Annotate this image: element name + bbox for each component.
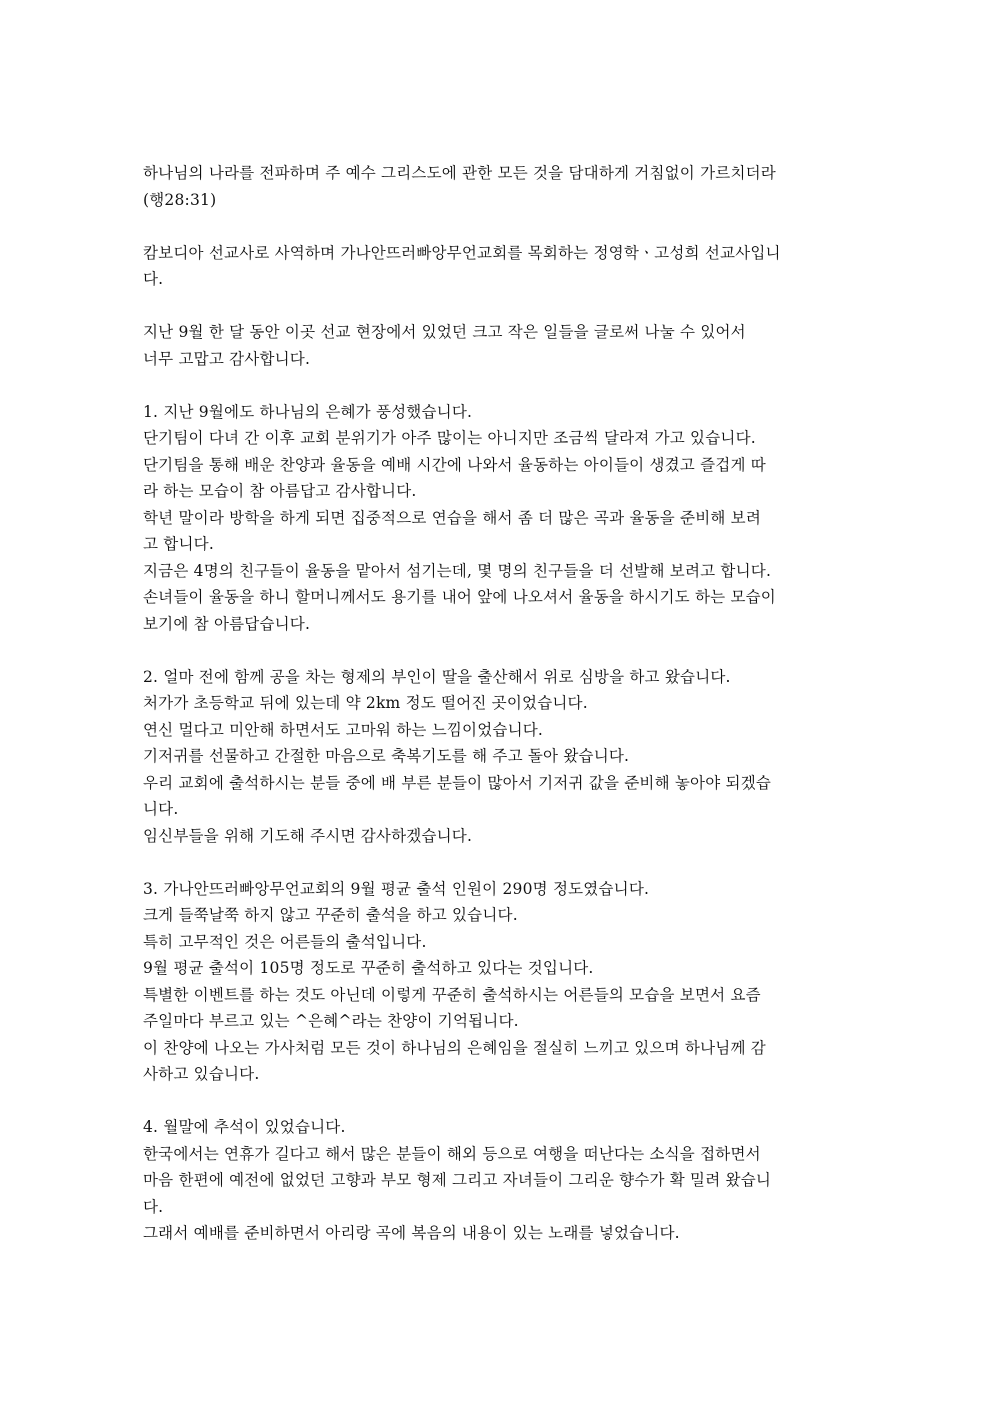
paragraph-greeting — [143, 319, 851, 372]
paragraph-scripture — [143, 160, 851, 213]
section-heading: 2. 얼마 전에 함께 공을 차는 형제의 부인이 딸을 출산해서 위로 심방을 하고 왔습니다. — [143, 667, 731, 686]
text-line: 지금은 4명의 친구들이 율동을 맡아서 섬기는데, 몇 명의 친구들을 더 선발해 보려고 합니다. — [143, 561, 772, 580]
text-line: 하나님의 나라를 전파하며 주 예수 그리스도에 관한 모든 것을 담대하게 거침없이 가르치더라 — [143, 164, 776, 182]
text-line: 다. — [143, 270, 164, 288]
text-line: 마음 한편에 예전에 없었던 고향과 부모 형제 그리고 자녀들이 그리운 향수가 확 밀려 왔습니 — [143, 1171, 772, 1189]
paragraph-section-3 — [143, 876, 851, 1088]
text-line: 학년 말이라 방학을 하게 되면 집중적으로 연습을 해서 좀 더 많은 곡과 율동을 준비해 보려 — [143, 508, 762, 527]
text-line: (행28:31) — [143, 190, 217, 209]
text-line: 보기에 참 아름답습니다. — [143, 614, 311, 633]
section-heading: 3. 가나안뜨러빠앙무언교회의 9월 평균 출석 인원이 290명 정도였습니다. — [143, 879, 650, 898]
document-body — [143, 160, 851, 1273]
text-line: 연신 멀다고 미안해 하면서도 고마워 하는 느낌이었습니다. — [143, 720, 544, 739]
paragraph-section-4 — [143, 1114, 851, 1247]
text-line: 특별한 이벤트를 하는 것도 아닌데 이렇게 꾸준히 출석하시는 어른들의 모습을 보면서 요즘 — [143, 985, 761, 1004]
text-line: 손녀들이 율동을 하니 할머니께서도 용기를 내어 앞에 나오셔서 율동을 하시기도 하는 모습이 — [143, 588, 776, 606]
text-line: 라 하는 모습이 참 아름답고 감사합니다. — [143, 482, 417, 500]
text-line: 이 찬양에 나오는 가사처럼 모든 것이 하나님의 은혜임을 절실히 느끼고 있으며 하나님께 감 — [143, 1038, 766, 1057]
text-line: 우리 교회에 출석하시는 분들 중에 배 부른 분들이 많아서 기저귀 값을 준비해 놓아야 되겠습 — [143, 773, 772, 792]
text-line: 한국에서는 연휴가 길다고 해서 많은 분들이 해외 등으로 여행을 떠난다는 소식을 접하면서 — [143, 1144, 761, 1163]
text-line: 9월 평균 출석이 105명 정도로 꾸준히 출석하고 있다는 것입니다. — [143, 959, 594, 977]
text-line: 주일마다 부르고 있는 ^은혜^라는 찬양이 기억됩니다. — [143, 1012, 519, 1030]
text-line: 너무 고맙고 감사합니다. — [143, 349, 311, 368]
text-line: 니다. — [143, 800, 179, 818]
text-line: 단기팀이 다녀 간 이후 교회 분위기가 아주 많이는 아니지만 조금씩 달라져 가고 있습니다. — [143, 429, 756, 447]
paragraph-section-2 — [143, 664, 851, 850]
text-line: 기저귀를 선물하고 간절한 마음으로 축복기도를 해 주고 돌아 왔습니다. — [143, 747, 630, 765]
section-heading: 1. 지난 9월에도 하나님의 은혜가 풍성했습니다. — [143, 402, 473, 421]
text-line: 다. — [143, 1197, 164, 1216]
text-line: 단기팀을 통해 배운 찬양과 율동을 예배 시간에 나와서 율동하는 아이들이 생겼고 즐겁게 따 — [143, 455, 766, 474]
text-line: 처가가 초등학교 뒤에 있는데 약 2km 정도 떨어진 곳이었습니다. — [143, 694, 588, 712]
text-line: 임신부들을 위해 기도해 주시면 감사하겠습니다. — [143, 826, 473, 845]
text-line: 캄보디아 선교사로 사역하며 가나안뜨러빠앙무언교회를 목회하는 정영학ㆍ고성희 선교사입니 — [143, 243, 781, 262]
text-line: 지난 9월 한 달 동안 이곳 선교 현장에서 있었던 크고 작은 일들을 글로써 나눌 수 있어서 — [143, 323, 746, 341]
paragraph-section-1 — [143, 399, 851, 638]
section-heading: 4. 월말에 추석이 있었습니다. — [143, 1118, 346, 1136]
text-line: 고 합니다. — [143, 535, 214, 553]
text-line: 특히 고무적인 것은 어른들의 출석입니다. — [143, 932, 427, 951]
text-line: 그래서 예배를 준비하면서 아리랑 곡에 복음의 내용이 있는 노래를 넣었습니다. — [143, 1224, 680, 1242]
paragraph-introduction — [143, 240, 851, 293]
text-line: 사하고 있습니다. — [143, 1065, 260, 1083]
text-line: 크게 들쭉날쭉 하지 않고 꾸준히 출석을 하고 있습니다. — [143, 906, 518, 924]
